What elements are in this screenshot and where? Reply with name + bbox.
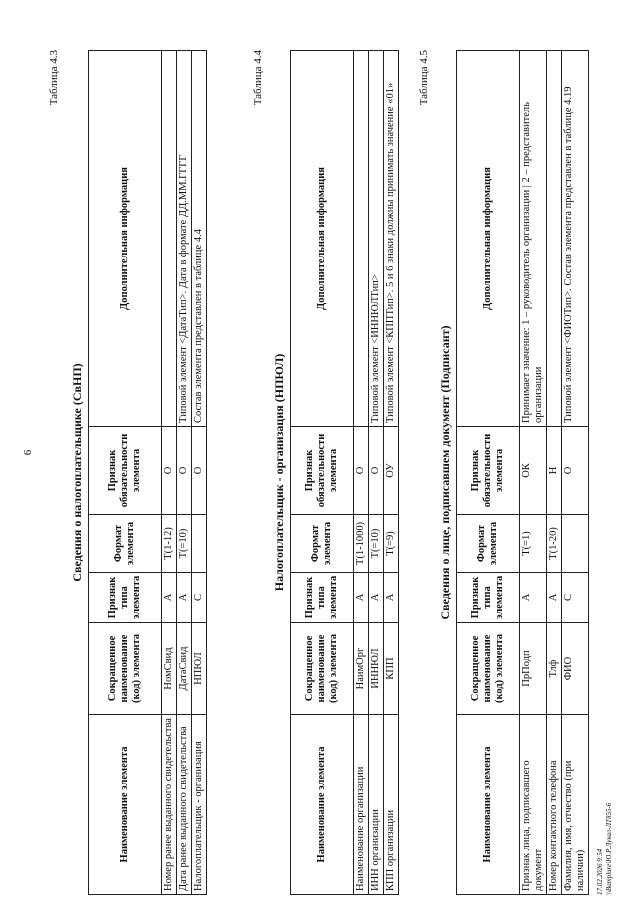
cell-name: Признак лица, подписавшего документ <box>520 715 547 895</box>
table-row <box>192 51 207 895</box>
header-format: Формат элемента <box>291 515 354 573</box>
cell-required: О <box>162 427 177 515</box>
cell-info: Принимает значение: 1 – руководитель организации | 2 – представитель организации <box>520 51 547 427</box>
table-row <box>369 51 384 895</box>
cell-info: Состав элемента представлен в таблице 4.4 <box>192 51 207 427</box>
cell-type: А <box>369 573 384 623</box>
table-4-5-label: Таблица 4.5 <box>418 50 430 106</box>
table-row <box>177 51 192 895</box>
table-row <box>354 51 369 895</box>
header-info: Дополнительная информация <box>291 51 354 427</box>
cell-format: T(1-12) <box>162 515 177 573</box>
table-header-row <box>457 51 520 895</box>
cell-type: А <box>384 573 399 623</box>
table-4-3 <box>88 50 207 895</box>
cell-code: ФИО <box>562 623 589 715</box>
cell-code: КПП <box>384 623 399 715</box>
table-header-row <box>291 51 354 895</box>
header-name: Наименование элемента <box>291 715 354 895</box>
header-required: Признак обязательности элемента <box>291 427 354 515</box>
cell-name: Дата ранее выданного свидетельства <box>177 715 192 895</box>
table-4-4-label: Таблица 4.4 <box>252 50 264 106</box>
header-type: Признак типа элемента <box>457 573 520 623</box>
cell-info <box>354 51 369 427</box>
cell-required: О <box>192 427 207 515</box>
table-4-5 <box>456 50 589 895</box>
cell-required: О <box>354 427 369 515</box>
cell-format: T(=1) <box>520 515 547 573</box>
cell-code: ПрПодп <box>520 623 547 715</box>
table-row <box>520 51 547 895</box>
header-type: Признак типа элемента <box>89 573 162 623</box>
cell-name: КПП организации <box>384 715 399 895</box>
cell-info <box>162 51 177 427</box>
cell-name: Номер контактного телефона <box>547 715 562 895</box>
cell-info: Типовой элемент <ФИОТип>. Состав элемента представлен в таблице 4.19 <box>562 51 589 427</box>
header-required: Признак обязательности элемента <box>89 427 162 515</box>
cell-required: О <box>177 427 192 515</box>
cell-type: С <box>192 573 207 623</box>
table-row <box>562 51 589 895</box>
cell-format: T(=10) <box>369 515 384 573</box>
cell-code: ДатаСвид <box>177 623 192 715</box>
table-header-row <box>89 51 162 895</box>
cell-format: T(1-20) <box>547 515 562 573</box>
table-4-3-title: Сведения о налогоплательщике (СвНП) <box>70 363 84 582</box>
cell-required: О <box>562 427 589 515</box>
cell-required: Н <box>547 427 562 515</box>
cell-info <box>547 51 562 427</box>
header-required: Признак обязательности элемента <box>457 427 520 515</box>
table-4-3-label: Таблица 4.3 <box>48 50 60 106</box>
header-short-name: Сокращенное наименование (код) элемента <box>89 623 162 715</box>
table-4-4 <box>290 50 399 895</box>
cell-info: Типовой элемент <ИННЮЛТип> <box>369 51 384 427</box>
file-path: \\Bamplure\Ю.Р.Лукал-ЛТ855-6 <box>605 802 613 895</box>
header-short-name: Сокращенное наименование (код) элемента <box>457 623 520 715</box>
header-info: Дополнительная информация <box>89 51 162 427</box>
cell-name: Фамилия, имя, отчество (при наличии) <box>562 715 589 895</box>
cell-type: А <box>162 573 177 623</box>
cell-type: С <box>562 573 589 623</box>
header-short-name: Сокращенное наименование (код) элемента <box>291 623 354 715</box>
cell-required: ОК <box>520 427 547 515</box>
print-footer <box>596 803 614 895</box>
cell-name: Наименование организации <box>354 715 369 895</box>
cell-code: НаимОрг <box>354 623 369 715</box>
table-4-4-title: Налогоплательщик - организация (НПЮЛ) <box>272 353 286 592</box>
cell-type: А <box>354 573 369 623</box>
page-number: 6 <box>22 449 34 456</box>
cell-required: О <box>369 427 384 515</box>
cell-format: T(1-1000) <box>354 515 369 573</box>
cell-format: T(=9) <box>384 515 399 573</box>
cell-format <box>562 515 589 573</box>
cell-required: ОУ <box>384 427 399 515</box>
table-4-5-title: Сведения о лице, подписавшем документ (Подписант) <box>438 325 452 620</box>
cell-name: ИНН организации <box>369 715 384 895</box>
print-timestamp: 17.02.2026 9:54 <box>596 848 604 895</box>
table-row <box>162 51 177 895</box>
table-row <box>384 51 399 895</box>
header-name: Наименование элемента <box>89 715 162 895</box>
header-format: Формат элемента <box>457 515 520 573</box>
header-format: Формат элемента <box>89 515 162 573</box>
cell-info: Типовой элемент <ДатаТип>. Дата в формате ДД.ММ.ГГГГ <box>177 51 192 427</box>
cell-name: Налогоплательщик - организация <box>192 715 207 895</box>
cell-code: НПЮЛ <box>192 623 207 715</box>
cell-info: Типовой элемент <КППТип>. 5 и 6 знаки должны принимать значение «01» <box>384 51 399 427</box>
header-name: Наименование элемента <box>457 715 520 895</box>
cell-format <box>192 515 207 573</box>
header-info: Дополнительная информация <box>457 51 520 427</box>
cell-type: А <box>520 573 547 623</box>
cell-type: А <box>177 573 192 623</box>
table-row <box>547 51 562 895</box>
cell-format: T(=10) <box>177 515 192 573</box>
cell-code: НомСвид <box>162 623 177 715</box>
cell-code: ИННЮЛ <box>369 623 384 715</box>
cell-code: Тлф <box>547 623 562 715</box>
header-type: Признак типа элемента <box>291 573 354 623</box>
cell-name: Номер ранее выданного свидетельства <box>162 715 177 895</box>
cell-type: А <box>547 573 562 623</box>
